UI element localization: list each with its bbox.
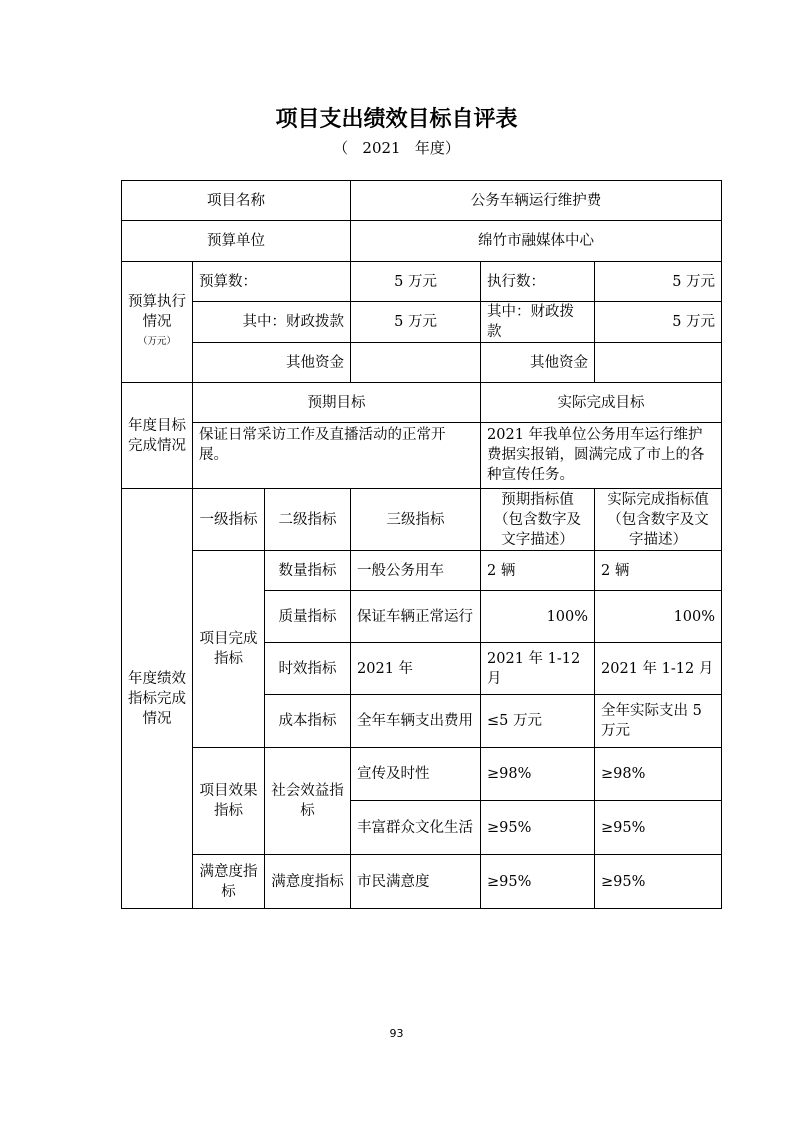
budget-amount-label: 预算数： (193, 262, 351, 302)
level3-cell: 市民满意度 (351, 855, 481, 909)
table-row (122, 423, 722, 489)
fiscal-label: 其中：财政拨款 (193, 302, 351, 343)
expected-cell: ≤5 万元 (481, 695, 595, 748)
table-row (122, 221, 722, 262)
group-satisfaction: 满意度指标 (193, 855, 265, 909)
actual-cell: 全年实际支出 5 万元 (595, 695, 722, 748)
page-number: 93 (389, 1027, 404, 1040)
expected-cell: ≥98% (481, 748, 595, 801)
self-evaluation-table (121, 180, 722, 909)
table-row (122, 748, 722, 801)
col-expected-header: 预期指标值（包含数字及文字描述） (481, 489, 595, 551)
budget-exec-label: 预算执行情况 (128, 294, 186, 330)
table-row (122, 855, 722, 909)
fiscal-exec-value: 5 万元 (595, 302, 722, 343)
level2-cell: 满意度指标 (265, 855, 351, 909)
budget-exec-label-cell (122, 262, 193, 383)
table-row (122, 302, 722, 343)
table-row (122, 262, 722, 302)
project-name-label: 项目名称 (122, 181, 351, 221)
budget-amount-value: 5 万元 (351, 262, 481, 302)
year-subtitle: （ 2021 年度） (333, 139, 460, 157)
project-name-value: 公务车辆运行维护费 (351, 181, 722, 221)
other-funds-label: 其他资金 (193, 343, 351, 383)
level2-cell: 质量指标 (265, 591, 351, 643)
actual-goal-header: 实际完成目标 (481, 383, 722, 423)
exec-amount-label: 执行数： (481, 262, 595, 302)
fiscal-budget-value: 5 万元 (351, 302, 481, 343)
expected-cell: 2 辆 (481, 551, 595, 591)
group-project-completion: 项目完成指标 (193, 551, 265, 748)
table-row (122, 181, 722, 221)
budget-unit-value: 绵竹市融媒体中心 (351, 221, 722, 262)
level3-cell: 全年车辆支出费用 (351, 695, 481, 748)
annual-goal-label: 年度目标完成情况 (122, 383, 193, 489)
col-level3-header: 三级指标 (351, 489, 481, 551)
level3-cell: 一般公务用车 (351, 551, 481, 591)
table-row (122, 343, 722, 383)
budget-unit-label: 预算单位 (122, 221, 351, 262)
actual-cell: 2 辆 (595, 551, 722, 591)
expected-cell: 2021 年 1-12 月 (481, 643, 595, 695)
fiscal-exec-label: 其中：财政拨款 (481, 302, 595, 343)
expected-goal-header: 预期目标 (193, 383, 481, 423)
col-actual-header: 实际完成指标值（包含数字及文字描述） (595, 489, 722, 551)
group-project-effect: 项目效果指标 (193, 748, 265, 855)
level3-cell: 宣传及时性 (351, 748, 481, 801)
level3-cell: 2021 年 (351, 643, 481, 695)
level2-cell: 数量指标 (265, 551, 351, 591)
table-row (122, 383, 722, 423)
table-row (122, 551, 722, 591)
level3-cell: 丰富群众文化生活 (351, 801, 481, 855)
expected-goal-text: 保证日常采访工作及直播活动的正常开展。 (193, 423, 481, 489)
budget-exec-unit: （万元） (137, 336, 176, 347)
perf-label: 年度绩效指标完成情况 (122, 489, 193, 909)
actual-cell: 2021 年 1-12 月 (595, 643, 722, 695)
level3-cell: 保证车辆正常运行 (351, 591, 481, 643)
level2-cell: 成本指标 (265, 695, 351, 748)
other-funds-exec-value (595, 343, 722, 383)
actual-cell: ≥95% (595, 855, 722, 909)
expected-cell: 100% (481, 591, 595, 643)
level2-cell: 时效指标 (265, 643, 351, 695)
actual-goal-text: 2021 年我单位公务用车运行维护费据实报销，圆满完成了市上的各种宣传任务。 (481, 423, 722, 489)
expected-cell: ≥95% (481, 801, 595, 855)
table-row (122, 489, 722, 551)
other-funds-budget-value (351, 343, 481, 383)
actual-cell: ≥98% (595, 748, 722, 801)
expected-cell: ≥95% (481, 855, 595, 909)
exec-amount-value: 5 万元 (595, 262, 722, 302)
actual-cell: ≥95% (595, 801, 722, 855)
other-funds-label-2: 其他资金 (481, 343, 595, 383)
actual-cell: 100% (595, 591, 722, 643)
col-level2-header: 二级指标 (265, 489, 351, 551)
col-level1-header: 一级指标 (193, 489, 265, 551)
level2-cell: 社会效益指标 (265, 748, 351, 855)
page-title: 项目支出绩效目标自评表 (275, 107, 518, 132)
